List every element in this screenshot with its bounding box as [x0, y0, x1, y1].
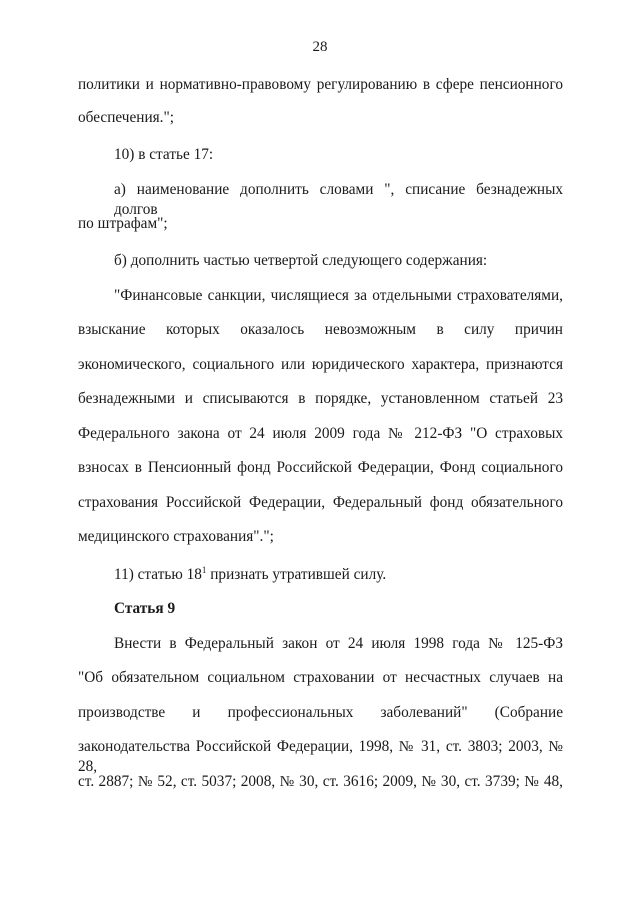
article-heading: Статья 9: [114, 600, 176, 617]
text-line-7: "Финансовые санкции, числящиеся за отдельными страхователями,: [114, 287, 563, 304]
text-line-6: б) дополнить частью четвертой следующего содержания:: [114, 252, 488, 269]
item-11-text: 11) статью 18: [114, 566, 202, 583]
text-line-8: взыскание которых оказалось невозможным в силу причин: [78, 321, 563, 338]
text-line-12: взносах в Пенсионный фонд Российской Федерации, Фонд социального: [78, 459, 563, 476]
text-line-11: Федерального закона от 24 июля 2009 года № 212-ФЗ "О страховых: [78, 425, 563, 442]
text-line-3: 10) в статье 17:: [114, 146, 214, 163]
text-line-13: страхования Российской Федерации, Федеральный фонд обязательного: [78, 494, 563, 511]
text-line-5: по штрафам";: [78, 215, 168, 232]
text-line-4: а) наименование дополнить словами ", списание безнадежных долгов: [114, 181, 563, 218]
text-line-9: экономического, социального или юридического характера, признаются: [78, 356, 563, 373]
text-line-10: безнадежными и списываются в порядке, установленном статьей 23: [78, 390, 563, 407]
text-line-18: "Об обязательном социальном страховании от несчастных случаев на: [78, 669, 563, 686]
text-line-21: ст. 2887; № 52, ст. 5037; 2008, № 30, ст. 3616; 2009, № 30, ст. 3739; № 48,: [78, 773, 563, 790]
text-line-17: Внести в Федеральный закон от 24 июля 1998 года № 125-ФЗ: [114, 635, 563, 652]
text-line-2: обеспечения.";: [78, 109, 174, 126]
text-line-19: производстве и профессиональных заболеваний" (Собрание: [78, 704, 563, 721]
text-line-1: политики и нормативно-правовому регулированию в сфере пенсионного: [78, 76, 563, 93]
text-line-14: медицинского страхования".";: [78, 528, 274, 545]
text-line-15: [114, 565, 563, 585]
text-line-20: законодательства Российской Федерации, 1998, № 31, ст. 3803; 2003, № 28,: [78, 738, 563, 775]
superscript: 1: [201, 565, 207, 575]
item-11-rest: признать утратившей силу.: [206, 566, 387, 583]
page-number: 28: [312, 39, 328, 55]
